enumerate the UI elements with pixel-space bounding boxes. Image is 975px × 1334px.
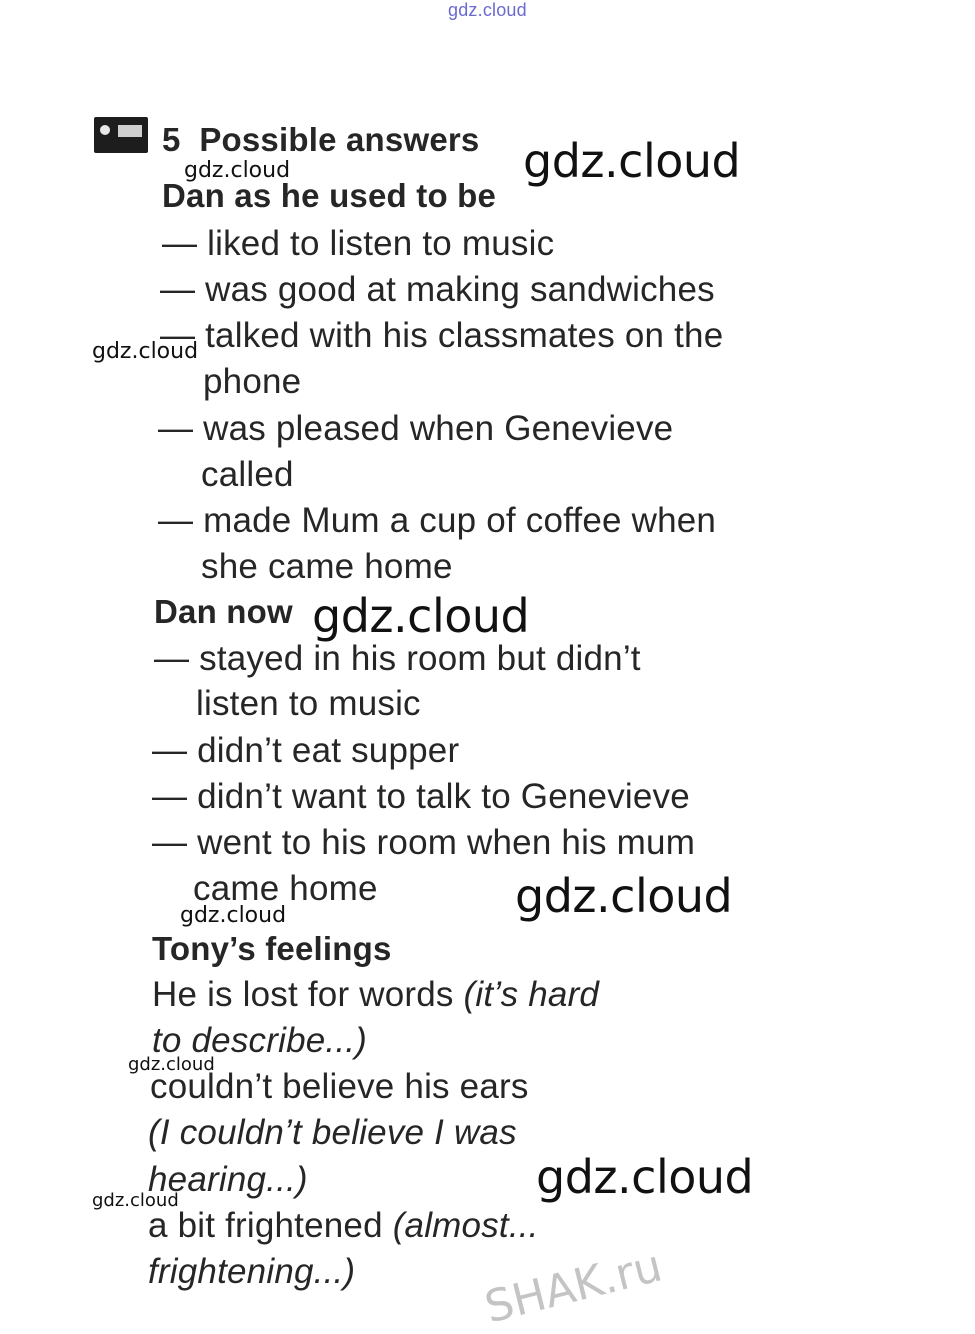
watermark: gdz.cloud — [536, 1150, 754, 1204]
list-item: — made Mum a cup of coffee when — [158, 501, 717, 540]
watermark: gdz.cloud — [515, 869, 733, 923]
exercise-title: Possible answers — [199, 121, 480, 158]
feeling-explanation: (almost... — [392, 1206, 539, 1245]
watermark: gdz.cloud — [180, 903, 287, 928]
feeling-line — [148, 1206, 539, 1246]
feeling-explanation: (it’s hard — [463, 975, 600, 1014]
watermark: gdz.cloud — [128, 1054, 215, 1075]
list-item: — talked with his classmates on the — [160, 316, 724, 355]
cassette-icon — [94, 117, 148, 153]
top-watermark: gdz.cloud — [448, 0, 527, 20]
list-item: — went to his room when his mum — [152, 823, 696, 862]
list-item-continued: came home — [193, 869, 378, 908]
feeling-text: He is lost for words — [152, 975, 464, 1014]
feeling-line — [152, 975, 599, 1015]
section-title-dan-before: Dan as he used to be — [162, 177, 497, 214]
list-item: — liked to listen to music — [162, 224, 555, 263]
watermark: gdz.cloud — [312, 589, 530, 643]
feeling-text: couldn’t believe his ears — [150, 1067, 529, 1106]
list-item: — didn’t eat supper — [152, 731, 460, 770]
list-item: — didn’t want to talk to Genevieve — [152, 777, 690, 816]
list-item-continued: she came home — [201, 547, 453, 586]
watermark: gdz.cloud — [92, 339, 199, 364]
list-item-continued: phone — [203, 362, 302, 401]
feeling-explanation: (I couldn’t believe I was — [148, 1113, 517, 1152]
feeling-explanation: frightening...) — [148, 1252, 356, 1291]
list-item-continued: listen to music — [196, 684, 421, 723]
feeling-explanation: hearing...) — [148, 1160, 308, 1199]
watermark: gdz.cloud — [184, 158, 291, 183]
list-item: — was good at making sandwiches — [160, 270, 715, 309]
section-title-tony-feelings: Tony’s feelings — [152, 930, 392, 967]
footer-watermark: SHAK.ru — [480, 1240, 667, 1334]
feeling-explanation: to describe...) — [152, 1021, 368, 1060]
watermark: gdz.cloud — [92, 1190, 179, 1211]
watermark: gdz.cloud — [523, 134, 741, 188]
feeling-text: a bit frightened — [148, 1206, 393, 1245]
exercise-heading — [162, 120, 479, 160]
section-title-dan-now: Dan now — [154, 593, 293, 630]
list-item: — was pleased when Genevieve — [158, 409, 674, 448]
list-item: — stayed in his room but didn’t — [154, 639, 641, 678]
list-item-continued: called — [201, 455, 294, 494]
exercise-number: 5 — [162, 121, 181, 158]
